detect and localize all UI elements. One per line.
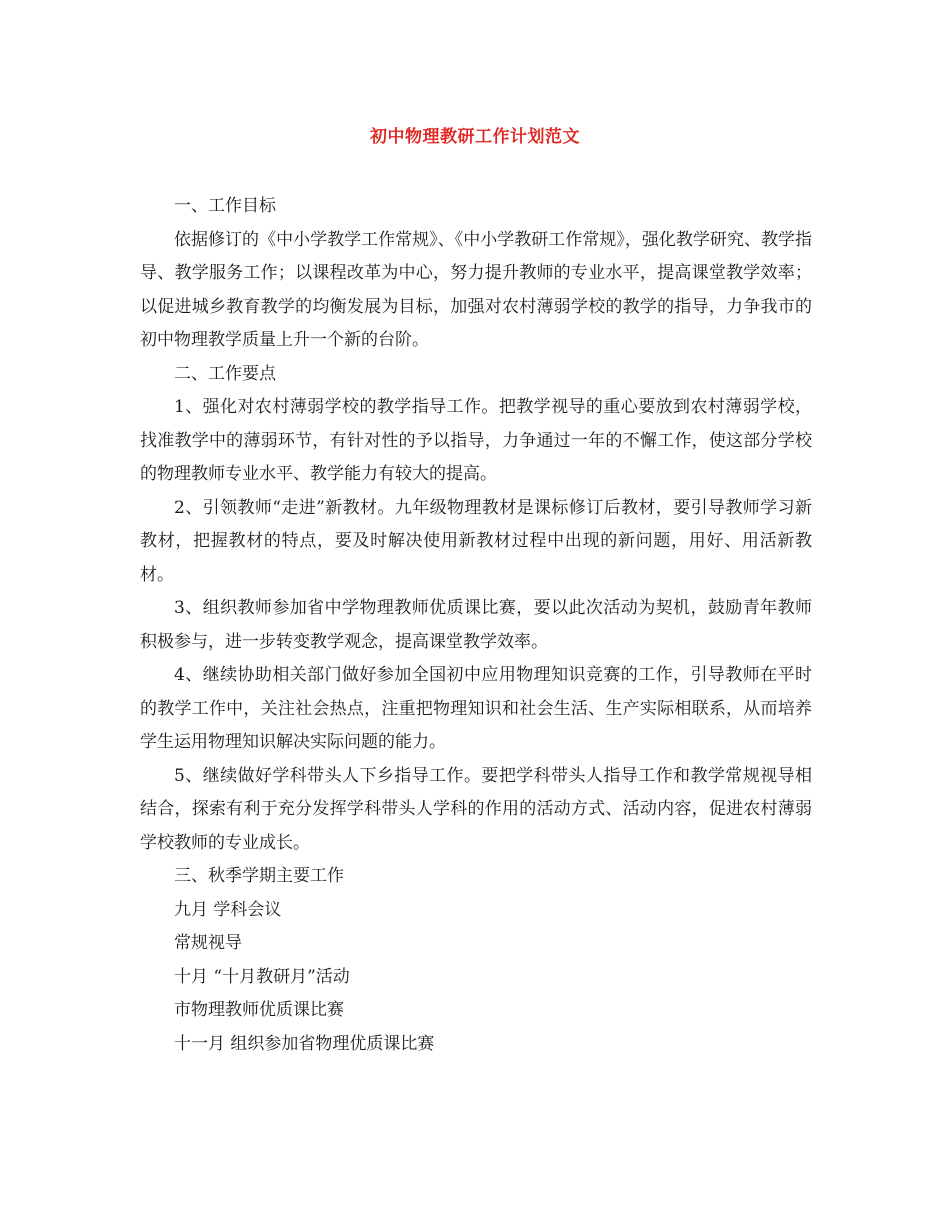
paragraph-point-3: 3、组织教师参加省中学物理教师优质课比赛，要以此次活动为契机，鼓励青年教师积极参与，进一步转变教学观念，提高课堂教学效率。 (140, 598, 812, 652)
section-heading-key-points: 二、工作要点 (174, 363, 276, 384)
document-title: 初中物理教研工作计划范文 (370, 127, 580, 147)
paragraph-point-1: 1、强化对农村薄弱学校的教学指导工作。把教学视导的重心要放到农村薄弱学校，找准教学中的薄弱环节，有针对性的予以指导，力争通过一年的不懈工作，使这部分学校的物理教师专业水平、教学能力有较大的提高。 (140, 397, 812, 484)
section-heading-goals: 一、工作目标 (174, 196, 276, 216)
schedule-city-competition: 市物理教师优质课比赛 (174, 1000, 344, 1020)
paragraph-goals: 依据修订的《中小学教学工作常规》、《中小学教研工作常规》，强化教学研究、教学指导、教学服务工作；以课程改革为中心，努力提升教师的专业水平，提高课堂教学效率；以促进城乡教育教学的均衡发展为目标，加强对农村薄弱学校的教学的指导，力争我市的初中物理教学质量上升一个新的台阶。 (140, 229, 812, 350)
paragraph-point-5: 5、继续做好学科带头人下乡指导工作。要把学科带头人指导工作和教学常规视导相结合，探索有利于充分发挥学科带头人学科的作用的活动方式、活动内容，促进农村薄弱学校教师的专业成长。 (140, 765, 812, 853)
schedule-routine-inspection: 常规视导 (174, 933, 242, 953)
paragraph-point-2: 2、引领教师“走进”新教材。九年级物理教材是课标修订后教材，要引导教师学习新教材，把握教材的特点，要及时解决使用新教材过程中出现的新问题，用好、用活新教材。 (140, 497, 812, 585)
paragraph-point-4: 4、继续协助相关部门做好参加全国初中应用物理知识竞赛的工作，引导教师在平时的教学工作中，关注社会热点，注重把物理知识和社会生活、生产实际相联系，从而培养学生运用物理知识解决实际问题的能力。 (140, 665, 812, 752)
schedule-september: 九月 学科会议 (174, 899, 282, 920)
schedule-october: 十月 “十月教研月”活动 (174, 966, 350, 987)
schedule-november: 十一月 组织参加省物理优质课比赛 (174, 1033, 435, 1054)
document-body (140, 190, 812, 1061)
section-heading-autumn: 三、秋季学期主要工作 (174, 866, 344, 886)
